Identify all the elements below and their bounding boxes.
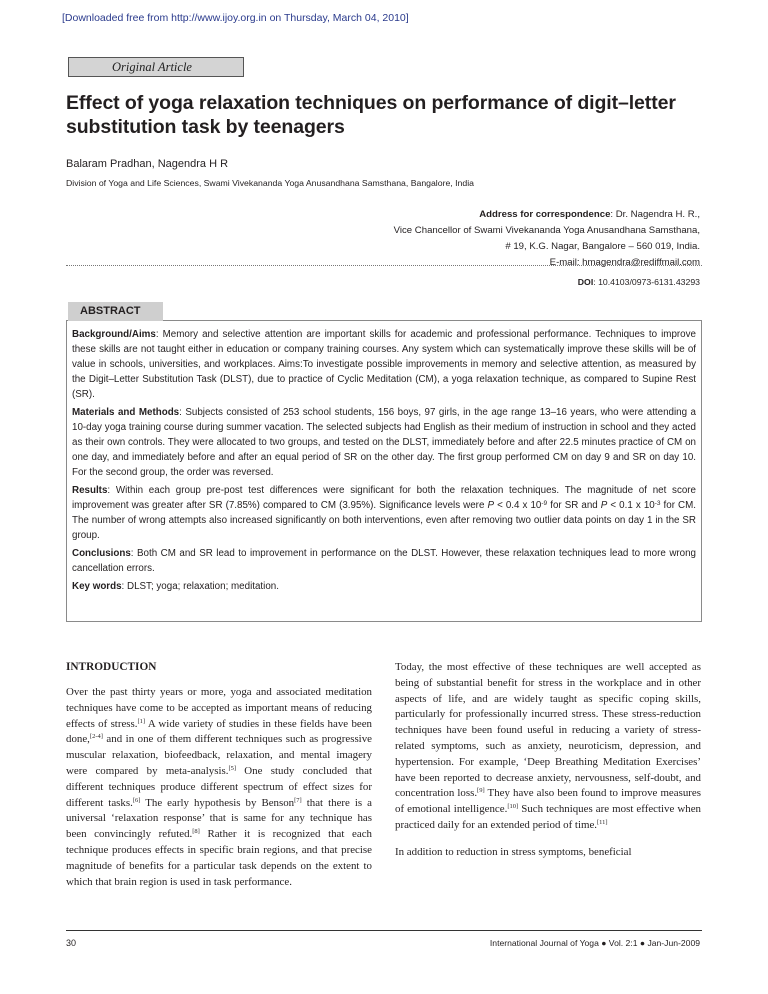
- doi-label: DOI: [577, 277, 594, 287]
- intro-left-column: [66, 685, 372, 890]
- abstract-keywords: Key words: DLST; yoga; relaxation; meditation.: [72, 581, 279, 592]
- results-text: < 0.1 x 10: [607, 500, 655, 511]
- background-label: Background/Aims: [72, 329, 156, 340]
- results-text: for CM. The number of wrong attempts also increased significantly on both interventions, even after removing two outlier data points on day 1 in the SR group.: [72, 500, 697, 541]
- citation[interactable]: [10]: [507, 803, 519, 811]
- citation[interactable]: [7]: [294, 796, 302, 804]
- intro-text: A wide variety of studies in these fields have been done,: [66, 717, 373, 746]
- background-text: Memory and selective attention are important skills for academic and professional performance. Techniques to improve these skills are not taught either in education or company training courses. Any system which can systematically improve these skills will be of value in schools, universities, and workplaces. Aims:To investigate possible improvements in memory and selective attention, as measured by the Digit–Letter Substitution Task (DLST), due to practice of Cyclic Meditation (CM), a yoga relaxation technique, as compared to Supine Rest (SR).: [72, 329, 696, 400]
- citation[interactable]: [5]: [228, 764, 237, 772]
- authors: Balaram Pradhan, Nagendra H R: [66, 158, 229, 170]
- citation[interactable]: [9]: [477, 787, 485, 795]
- intro-text: Such techniques are most effective when practiced daily for an extended period of time.: [395, 803, 701, 831]
- correspondence-line2: Vice Chancellor of Swami Vivekananda Yoga Anusandhana Samsthana,: [393, 225, 700, 236]
- intro-text: Today, the most effective of these techniques are well accepted as being of substantial benefit for stress in the workplace and in other aspects of life, and are widely taught as specific coping skills, particularly for professionally incurred stress. These stress-reduction techniques have been found useful in reducing a variety of stress-related symptoms, such as anxiety, neuroticism, depression, and hypertension. For example, ‘Deep Breathing Meditation Exercises’ have been reported to decrease anxiety, nervousness, self-doubt, and concentration loss.: [395, 661, 701, 800]
- citation[interactable]: [6]: [132, 796, 141, 804]
- intro-text: They have also been found to improve measures of emotional intelligence.: [395, 787, 701, 816]
- exponent: -9: [541, 500, 548, 507]
- correspondence-label: Address for correspondence: [479, 209, 611, 220]
- abstract-heading: ABSTRACT: [80, 305, 141, 317]
- introduction-heading: INTRODUCTION: [66, 661, 157, 673]
- journal-citation: International Journal of Yoga ● Vol. 2:1 ● Jan-Jun-2009: [489, 938, 700, 948]
- abstract-background: Background/Aims: Memory and selective attention are important skills for academic and professional performance. Techniques to improve these skills are not taught either in education or company training courses. Any system which can systematically improve these skills will be of value in schools, universities, and workplaces. Aims:To investigate possible improvements in memory and selective attention, as measured by the Digit–Letter Substitution Task (DLST), due to practice of Cyclic Meditation (CM), a yoga relaxation technique, as compared to Supine Rest (SR).: [72, 329, 696, 400]
- article-type-badge: [68, 57, 244, 77]
- conclusions-label: Conclusions: [72, 548, 131, 559]
- abstract-heading-tab: [68, 302, 163, 321]
- exponent: -3: [654, 500, 661, 507]
- intro-text: One study concluded that different techniques produce different spectrum of effect sizes for different tasks.: [66, 764, 372, 809]
- methods-label: Materials and Methods: [72, 407, 180, 418]
- doi-value: 10.4103/0973-6131.43293: [598, 277, 700, 287]
- affiliation: Division of Yoga and Life Sciences, Swami Vivekananda Yoga Anusandhana Samsthana, Bangalore, India: [66, 178, 474, 188]
- results-text: < 0.4 x 10: [494, 500, 542, 511]
- intro-text: The early hypothesis by Benson: [140, 796, 295, 809]
- correspondence-line3: # 19, K.G. Nagar, Bangalore – 560 019, India.: [505, 241, 700, 252]
- correspondence-block: Address for correspondence: Dr. Nagendra H. R., Vice Chancellor of Swami Vivekananda Yoga Anusandhana Samsthana, # 19, K.G. Nagar, Bangalore – 560 019, India. E-mail: hmagendra@rediffmail.com: [394, 207, 700, 271]
- p-symbol: P: [600, 500, 608, 511]
- intro-paragraph: [395, 660, 701, 834]
- footer-rule: [66, 930, 702, 931]
- abstract-conclusions: Conclusions: Both CM and SR lead to improvement in performance on the DLST. However, these relaxation techniques lead to more wrong cancellation errors.: [72, 548, 697, 574]
- citation[interactable]: [1]: [137, 717, 146, 725]
- intro-paragraph: In addition to reduction in stress symptoms, beneficial: [395, 845, 632, 858]
- keywords-label: Key words: [72, 581, 122, 592]
- abstract-methods: Materials and Methods: Subjects consisted of 253 school students, 156 boys, 97 girls, in the age range 13–16 years, who were attending a 10-day yoga training course during summer vacation. The selected subjects had English as their medium of instruction in school and they acted as their own controls. They were allocated to two groups, and tested on the DLST, immediately before and after 22.5 minutes practice of CM on one day, and immediately before and after an equal period of SR on the other day. The first group performed CM on day 9 and SR on day 10. For the second group, the order was reversed.: [72, 407, 697, 478]
- results-label: Results: [72, 485, 108, 496]
- results-text: for SR and: [547, 500, 601, 511]
- paper-title: Effect of yoga relaxation techniques on performance of digit–letter substitution task by teenagers: [66, 92, 676, 138]
- correspondence-name: Dr. Nagendra H. R.,: [615, 209, 700, 220]
- intro-paragraph: [66, 685, 372, 890]
- conclusions-text: Both CM and SR lead to improvement in performance on the DLST. However, these relaxation techniques lead to more wrong cancellation errors.: [72, 548, 697, 574]
- dotted-divider: [66, 265, 702, 266]
- download-note: [Downloaded free from http://www.ijoy.org.in on Thursday, March 04, 2010]: [62, 12, 409, 24]
- page-number: 30: [66, 938, 77, 948]
- intro-text: Rather it is recognized that each technique produces effects in specific brain regions, and that precise magnitude of benefits for a particular task depends on the extent to which that brain region is used in task performance.: [66, 828, 372, 888]
- p-symbol: P: [487, 500, 495, 511]
- doi[interactable]: DOI: 10.4103/0973-6131.43293: [577, 277, 700, 287]
- abstract-text: [72, 327, 696, 597]
- keywords-text: DLST; yoga; relaxation; meditation.: [127, 581, 279, 592]
- correspondence-email[interactable]: E-mail: hmagendra@rediffmail.com: [549, 257, 700, 268]
- citation[interactable]: [8]: [192, 828, 200, 836]
- article-type-label: Original Article: [112, 60, 192, 74]
- intro-text: and in one of them different techniques such as progressive muscular relaxation, biofeedback, relaxation, and mental imagery were compared by meta-analysis.: [66, 733, 372, 777]
- abstract-results: Results: Within each group pre-post test differences were significant for both the relaxation techniques. The magnitude of net score improvement was greater after SR (7.85%) compared to CM (3.95%). Significance levels were P < 0.4 x $10^{-9}$ for SR and P < 0.1 x $10^{-3}$ for CM. The number of wrong attempts also increased significantly on both interventions, even after removing two outlier data points on day 1 in the SR group.: [72, 485, 697, 541]
- intro-text: that there is a universal ‘relaxation response’ that is same for any technique has been convincingly refuted.: [66, 796, 372, 841]
- results-text: Within each group pre-post test differences were significant for both the relaxation techniques. The magnitude of net score improvement was greater after SR (7.85%) compared to CM (3.95%). Significance levels were: [72, 485, 696, 511]
- intro-right-column: [395, 660, 701, 861]
- citation[interactable]: [2-4]: [89, 733, 103, 741]
- methods-text: Subjects consisted of 253 school students, 156 boys, 97 girls, in the age range 13–16 years, who were attending a 10-day yoga training course during summer vacation. The selected subjects had English as their medium of instruction in school and they acted as their own controls. They were allocated to two groups, and tested on the DLST, immediately before and after 22.5 minutes practice of CM on one day, and immediately before and after an equal period of SR on the other day. The first group performed CM on day 9 and SR on day 10. For the second group, the order was reversed.: [72, 407, 697, 478]
- citation[interactable]: [11]: [597, 818, 608, 826]
- intro-text: Over the past thirty years or more, yoga and associated meditation techniques have come to be accepted as important means of reducing effects of stress.: [66, 686, 372, 730]
